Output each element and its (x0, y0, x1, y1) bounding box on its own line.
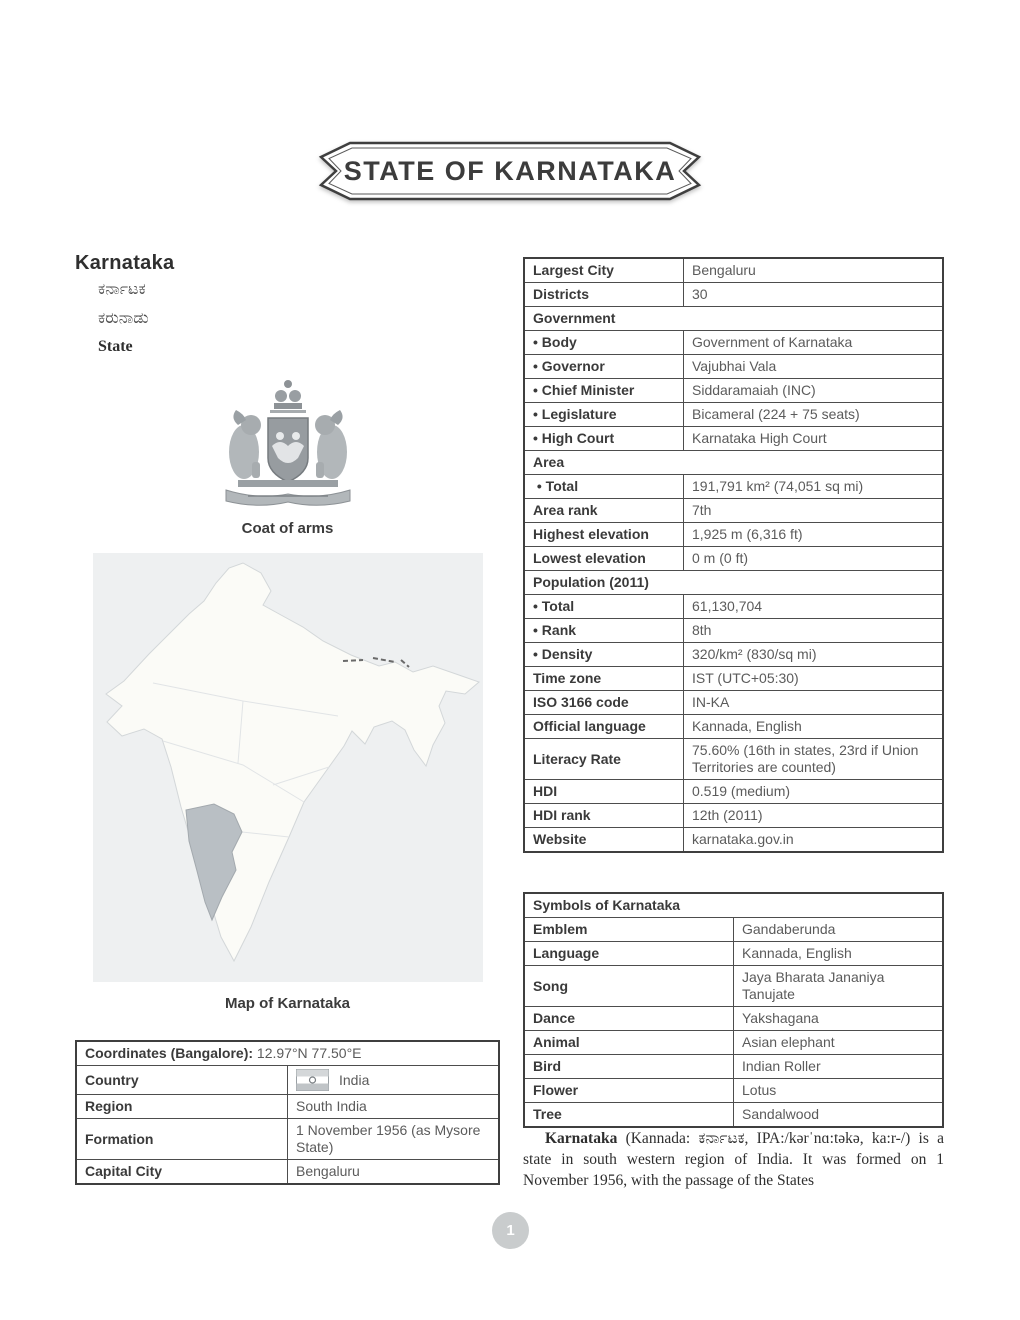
row-value: 1,925 m (6,316 ft) (684, 523, 944, 547)
table-row (524, 547, 943, 571)
coat-of-arms-emblem (208, 370, 368, 515)
state-heading-block (75, 252, 500, 356)
table-row (524, 828, 943, 853)
section-header: Government (524, 307, 943, 331)
row-label: Website (524, 828, 684, 853)
row-label: • Total (524, 475, 684, 499)
article-paragraph (523, 1128, 944, 1191)
coat-of-arms-block (75, 370, 500, 537)
symbols-table (523, 892, 944, 1128)
table-row (524, 918, 943, 942)
table-row (524, 1079, 943, 1103)
native-name-kannada: ಕರ್ನಾಟಕ (98, 281, 146, 298)
row-label: Song (524, 966, 734, 1007)
row-label: Bird (524, 1055, 734, 1079)
table-row (524, 643, 943, 667)
row-label: Emblem (524, 918, 734, 942)
row-value: 30 (684, 283, 944, 307)
row-label: Highest elevation (524, 523, 684, 547)
row-label: Animal (524, 1031, 734, 1055)
section-header: Population (2011) (524, 571, 943, 595)
row-label: ISO 3166 code (524, 691, 684, 715)
table-row (524, 966, 943, 1007)
table-row (524, 1007, 943, 1031)
row-value: Lotus (734, 1079, 944, 1103)
row-label: • Rank (524, 619, 684, 643)
row-label: Lowest elevation (524, 547, 684, 571)
table-row (524, 667, 943, 691)
row-value: Vajubhai Vala (684, 355, 944, 379)
row-value: 8th (684, 619, 944, 643)
row-value: Gandaberunda (734, 918, 944, 942)
coat-of-arms-caption: Coat of arms (241, 520, 334, 537)
title-banner (318, 140, 702, 202)
table-row (524, 739, 943, 780)
row-label: • Legislature (524, 403, 684, 427)
table-row (76, 1095, 499, 1119)
coordinates-value: 12.97°N 77.50°E (253, 1045, 362, 1061)
row-value: 0 m (0 ft) (684, 547, 944, 571)
row-label: Official language (524, 715, 684, 739)
page-title: STATE OF KARNATAKA (343, 155, 677, 186)
row-label: • High Court (524, 427, 684, 451)
infobox-table (523, 257, 944, 853)
table-row (524, 595, 943, 619)
table-row (76, 1066, 499, 1095)
row-value: 75.60% (16th in states, 23rd if Union Territories are counted) (684, 739, 944, 780)
map-caption: Map of Karnataka (224, 995, 351, 1012)
row-value: 191,791 km² (74,051 sq mi) (684, 475, 944, 499)
row-label: Formation (76, 1119, 288, 1160)
coordinates-label: Coordinates (Bangalore): (85, 1045, 254, 1061)
symbols-header: Symbols of Karnataka (524, 893, 943, 918)
row-label: Country (76, 1066, 288, 1095)
table-row (524, 427, 943, 451)
native-name-karunadu: ಕರುನಾಡು (98, 310, 149, 327)
row-value: India (339, 1071, 370, 1088)
row-label: Area rank (524, 499, 684, 523)
row-label: Largest City (524, 258, 684, 283)
table-row (524, 307, 943, 331)
row-label: • Chief Minister (524, 379, 684, 403)
row-value: Bengaluru (684, 258, 944, 283)
entity-type-label: State (98, 338, 133, 355)
table-row (524, 1031, 943, 1055)
row-value: Kannada, English (734, 942, 944, 966)
row-label: • Total (524, 595, 684, 619)
table-row (524, 258, 943, 283)
table-row (524, 451, 943, 475)
article-lead-word: Karnataka (545, 1130, 618, 1147)
row-label: Literacy Rate (524, 739, 684, 780)
row-label: Time zone (524, 667, 684, 691)
table-row (524, 403, 943, 427)
state-name-heading: Karnataka (75, 252, 175, 274)
row-value: IST (UTC+05:30) (684, 667, 944, 691)
row-value: Yakshagana (734, 1007, 944, 1031)
row-value: Jaya Bharata Jananiya Tanujate (734, 966, 944, 1007)
row-value: Siddaramaiah (INC) (684, 379, 944, 403)
table-row (524, 499, 943, 523)
row-value: Kannada, English (684, 715, 944, 739)
row-label: Capital City (76, 1160, 288, 1185)
row-label: • Body (524, 331, 684, 355)
row-value: Government of Karnataka (684, 331, 944, 355)
table-row (524, 523, 943, 547)
page-number-badge: 1 (492, 1212, 529, 1249)
row-label: Language (524, 942, 734, 966)
row-value: South India (288, 1095, 500, 1119)
section-header: Area (524, 451, 943, 475)
table-row (524, 691, 943, 715)
row-label: Flower (524, 1079, 734, 1103)
row-value: Bengaluru (288, 1160, 500, 1185)
table-row (524, 1103, 943, 1128)
table-row (524, 804, 943, 828)
table-row (524, 355, 943, 379)
facts-table (75, 1040, 500, 1185)
row-value: Karnataka High Court (684, 427, 944, 451)
row-value: 61,130,704 (684, 595, 944, 619)
row-label: Tree (524, 1103, 734, 1128)
table-row (76, 1041, 499, 1066)
table-row (524, 379, 943, 403)
row-label: Districts (524, 283, 684, 307)
india-map-svg (93, 553, 483, 982)
row-value: 7th (684, 499, 944, 523)
row-label: Region (76, 1095, 288, 1119)
row-value: IN-KA (684, 691, 944, 715)
row-value: Bicameral (224 + 75 seats) (684, 403, 944, 427)
row-value: 12th (2011) (684, 804, 944, 828)
table-row (524, 780, 943, 804)
table-row (524, 1055, 943, 1079)
row-value: 1 November 1956 (as Mysore State) (288, 1119, 500, 1160)
india-flag-icon (296, 1069, 329, 1091)
table-row (524, 893, 943, 918)
table-row (524, 475, 943, 499)
row-label: • Governor (524, 355, 684, 379)
table-row (524, 715, 943, 739)
row-label: HDI (524, 780, 684, 804)
row-value: 0.519 (medium) (684, 780, 944, 804)
row-value: Sandalwood (734, 1103, 944, 1128)
table-row (76, 1119, 499, 1160)
table-row (524, 942, 943, 966)
india-map (93, 553, 483, 982)
table-row (524, 619, 943, 643)
table-row (76, 1160, 499, 1185)
row-label: Dance (524, 1007, 734, 1031)
table-row (524, 571, 943, 595)
row-value: karnataka.gov.in (684, 828, 944, 853)
row-label: • Density (524, 643, 684, 667)
row-value: 320/km² (830/sq mi) (684, 643, 944, 667)
row-value: Indian Roller (734, 1055, 944, 1079)
table-row (524, 283, 943, 307)
row-value: Asian elephant (734, 1031, 944, 1055)
row-label: HDI rank (524, 804, 684, 828)
table-row (524, 331, 943, 355)
article-body-text: (Kannada: ಕರ್ನಾಟಕ, IPA:/kərˈnɑ:təkə, ka:r-/) is a state in south western region of India. It was formed on 1 November 1956, with the passage of the States (523, 1130, 944, 1189)
